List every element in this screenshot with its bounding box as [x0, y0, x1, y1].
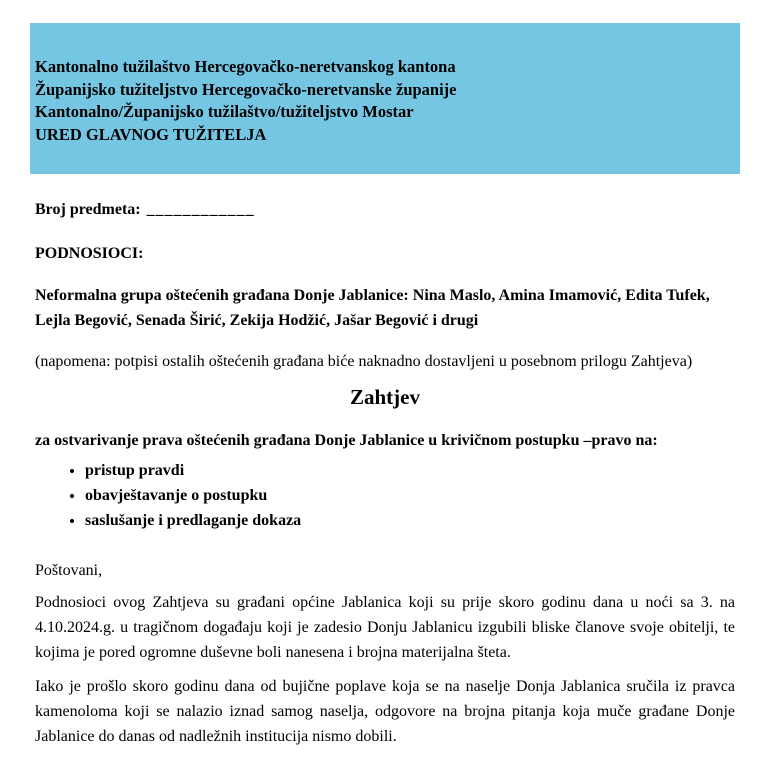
salutation: Poštovani, [35, 562, 103, 579]
case-number-line [35, 199, 735, 220]
subject-intro: za ostvarivanje prava oštećenih građana Donje Jablanice u krivičnom postupku –pravo na: [35, 432, 658, 449]
rights-item-access-to-justice: • pristup pravdi [85, 458, 735, 483]
applicants-note: (napomena: potpisi ostalih oštećenih građana biće naknadno dostavljeni u posebnom prilogu Zahtjeva) [35, 353, 693, 370]
applicants-heading: PODNOSIOCI: [35, 245, 144, 262]
case-number-label: Broj predmeta: [35, 201, 141, 218]
body-paragraph-1: Podnosioci ovog Zahtjeva su građani općine Jablanica koji su prije skoro godinu dana u noći sa 3. na 4.10.2024.g. u tragičnom događaju koji je zadesio Donju Jablanicu izgubili bliske članove svoje obitelji, te kojima je pored ogromne duševne boli nanesena i brojna materijalna šteta. [35, 594, 735, 661]
header-line-canton: Kantonalno tužilaštvo Hercegovačko-neretvanskog kantona [35, 57, 456, 76]
rights-item-notification: • obavještavanje o postupku [85, 483, 735, 508]
applicants-names: Neformalna grupa oštećenih građana Donje Jablanice: Nina Maslo, Amina Imamović, Edita Tufek, Lejla Begović, Senada Širić, Zekija Hodžić, Jašar Begović i drugi [35, 287, 710, 329]
rights-item-hearing-evidence: • saslušanje i predlaganje dokaza [85, 508, 735, 533]
prosecutor-office-header [30, 23, 740, 174]
document-title: Zahtjev [350, 385, 420, 409]
header-line-mostar: Kantonalno/Županijsko tužilaštvo/tužiteljstvo Mostar [35, 102, 414, 121]
case-number-blank: ____________ [146, 201, 255, 218]
header-line-county: Županijsko tužiteljstvo Hercegovačko-neretvanske županije [35, 79, 457, 99]
body-paragraph-2: Iako je prošlo skoro godinu dana od bujične poplave koja se na naselje Donja Jablanica sručila iz pravca kamenoloma koji se nalazio iznad samog naselja, odgovore na brojna pitanja koja muče građane Donje Jablanice do danas od nadležnih institucija nismo dobili. [35, 678, 735, 745]
header-line-office: URED GLAVNOG TUŽITELJA [35, 124, 267, 144]
rights-list [35, 458, 735, 533]
